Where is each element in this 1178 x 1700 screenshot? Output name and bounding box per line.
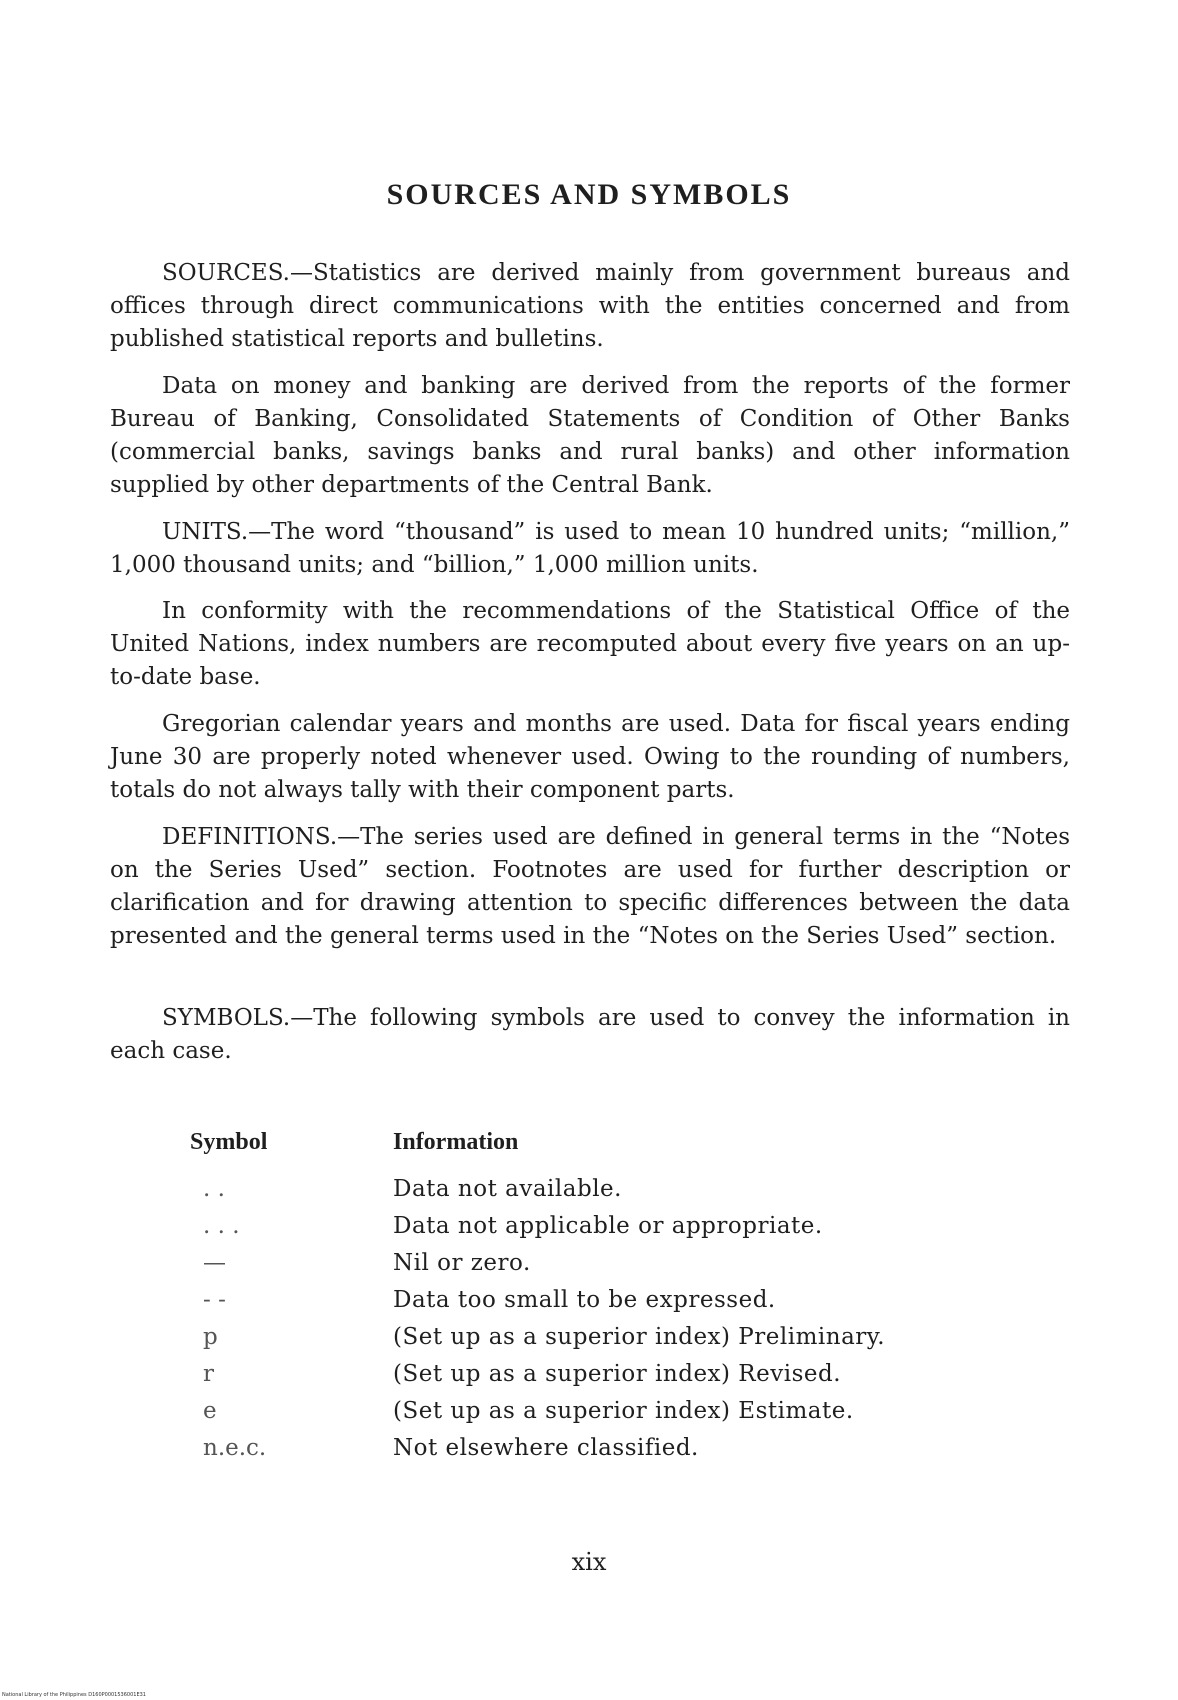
paragraph-index-numbers [110,595,1070,694]
table-header-row [175,1129,975,1170]
symbol-cell: p [203,1323,218,1350]
information-cell: Data too small to be expressed. [393,1286,776,1313]
symbol-cell: e [203,1397,217,1424]
table-row [175,1318,975,1355]
paragraph-sources [110,257,1070,356]
scan-credit: National Library of the Philippines D160P0001536001E31 [2,1692,146,1698]
table-row [175,1281,975,1318]
symbol-cell: - - [203,1286,226,1313]
paragraph-units [110,516,1070,582]
table-row [175,1207,975,1244]
table-row [175,1170,975,1207]
paragraph-symbols [110,1002,1070,1068]
paragraph-text: Gregorian calendar years and months are used. Data for fiscal years ending June 30 are properly noted whenever used. Owing to the rounding of numbers, totals do not always tally with their component parts. [110,711,1070,803]
paragraph-text: SYMBOLS.—The following symbols are used to convey the information in each case. [110,1005,1070,1064]
symbols-table [175,1129,975,1466]
paragraph-text: In conformity with the recommendations of the Statistical Office of the United Nations, index numbers are recomputed about every five years on an up-to-date base. [110,598,1070,690]
paragraph-calendar [110,708,1070,807]
symbol-cell: . . [203,1175,225,1202]
paragraph-text: DEFINITIONS.—The series used are defined in general terms in the “Notes on the Series Used” section. Footnotes are used for further description or clarification and for drawing attention to specific differences between the data presented and the general terms used in the “Notes on the Series Used” section. [110,824,1070,949]
paragraph-money-banking [110,370,1070,502]
symbol-column-header: Symbol [190,1129,268,1155]
information-cell: (Set up as a superior index) Revised. [393,1360,842,1387]
information-cell: Data not applicable or appropriate. [393,1212,823,1239]
paragraph-text: SOURCES.—Statistics are derived mainly from government bureaus and offices through direct communications with the entities concerned and from published statistical reports and bulletins. [110,260,1070,352]
information-column-header: Information [393,1129,519,1155]
symbol-cell: r [203,1360,214,1387]
page-number: xix [571,1548,607,1576]
symbol-cell: — [203,1249,226,1276]
paragraph-text: Data on money and banking are derived from the reports of the former Bureau of Banking, Consolidated Statements of Condition of Other Banks (commercial banks, savings banks and rural banks) and other information supplied by other departments of the Central Bank. [110,373,1070,498]
symbol-cell: . . . [203,1212,240,1239]
table-row [175,1429,975,1466]
table-row [175,1355,975,1392]
information-cell: Not elsewhere classified. [393,1434,699,1461]
information-cell: Nil or zero. [393,1249,531,1276]
table-row [175,1392,975,1429]
information-cell: (Set up as a superior index) Preliminary. [393,1323,886,1350]
information-cell: Data not available. [393,1175,622,1202]
paragraph-text: UNITS.—The word “thousand” is used to mean 10 hundred units; “million,” 1,000 thousand units; and “billion,” 1,000 million units. [110,519,1070,578]
symbol-cell: n.e.c. [203,1434,267,1461]
table-row [175,1244,975,1281]
page-title: SOURCES AND SYMBOLS [386,178,792,211]
paragraph-definitions [110,821,1070,953]
information-cell: (Set up as a superior index) Estimate. [393,1397,854,1424]
